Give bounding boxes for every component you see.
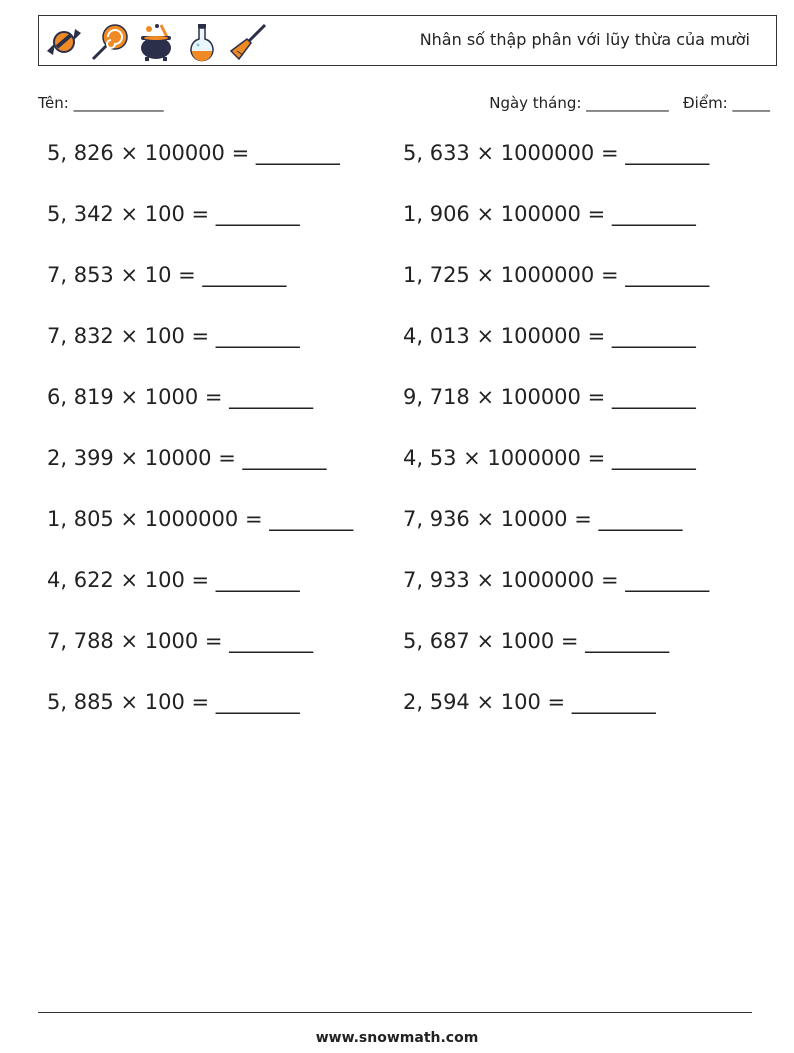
problem-10: 9, 718 × 100000 = ________ — [403, 385, 696, 409]
worksheet-title: Nhân số thập phân với lũy thừa của mười — [419, 30, 750, 49]
footer-url: www.snowmath.com — [315, 1030, 479, 1046]
problem-6: 1, 725 × 1000000 = ________ — [403, 263, 710, 287]
problem-14: 7, 936 × 10000 = ________ — [403, 507, 683, 531]
name-field: Tên: ____________ — [38, 94, 164, 112]
problem-3: 5, 342 × 100 = ________ — [47, 202, 300, 226]
problem-2: 5, 633 × 1000000 = ________ — [403, 141, 710, 165]
footer-divider — [38, 1012, 752, 1013]
problem-13: 1, 805 × 1000000 = ________ — [47, 507, 354, 531]
problem-8: 4, 013 × 100000 = ________ — [403, 324, 696, 348]
score-field: Điểm: _____ — [683, 94, 770, 112]
lollipop-icon — [89, 21, 131, 63]
date-field: Ngày tháng: ___________ — [489, 94, 669, 112]
problem-5: 7, 853 × 10 = ________ — [47, 263, 287, 287]
date-score-fields — [489, 94, 770, 112]
problem-19: 5, 885 × 100 = ________ — [47, 690, 300, 714]
problem-15: 4, 622 × 100 = ________ — [47, 568, 300, 592]
broom-icon — [227, 21, 269, 63]
problem-17: 7, 788 × 1000 = ________ — [47, 629, 314, 653]
problem-20: 2, 594 × 100 = ________ — [403, 690, 656, 714]
problem-7: 7, 832 × 100 = ________ — [47, 324, 300, 348]
candy-icon — [43, 21, 85, 63]
problem-16: 7, 933 × 1000000 = ________ — [403, 568, 710, 592]
potion-flask-icon — [181, 21, 223, 63]
problem-11: 2, 399 × 10000 = ________ — [47, 446, 327, 470]
cauldron-icon — [135, 21, 177, 63]
problem-9: 6, 819 × 1000 = ________ — [47, 385, 314, 409]
worksheet-header — [38, 15, 777, 66]
problem-4: 1, 906 × 100000 = ________ — [403, 202, 696, 226]
problem-1: 5, 826 × 100000 = ________ — [47, 141, 340, 165]
problem-12: 4, 53 × 1000000 = ________ — [403, 446, 696, 470]
problem-18: 5, 687 × 1000 = ________ — [403, 629, 670, 653]
header-icons — [43, 21, 269, 63]
